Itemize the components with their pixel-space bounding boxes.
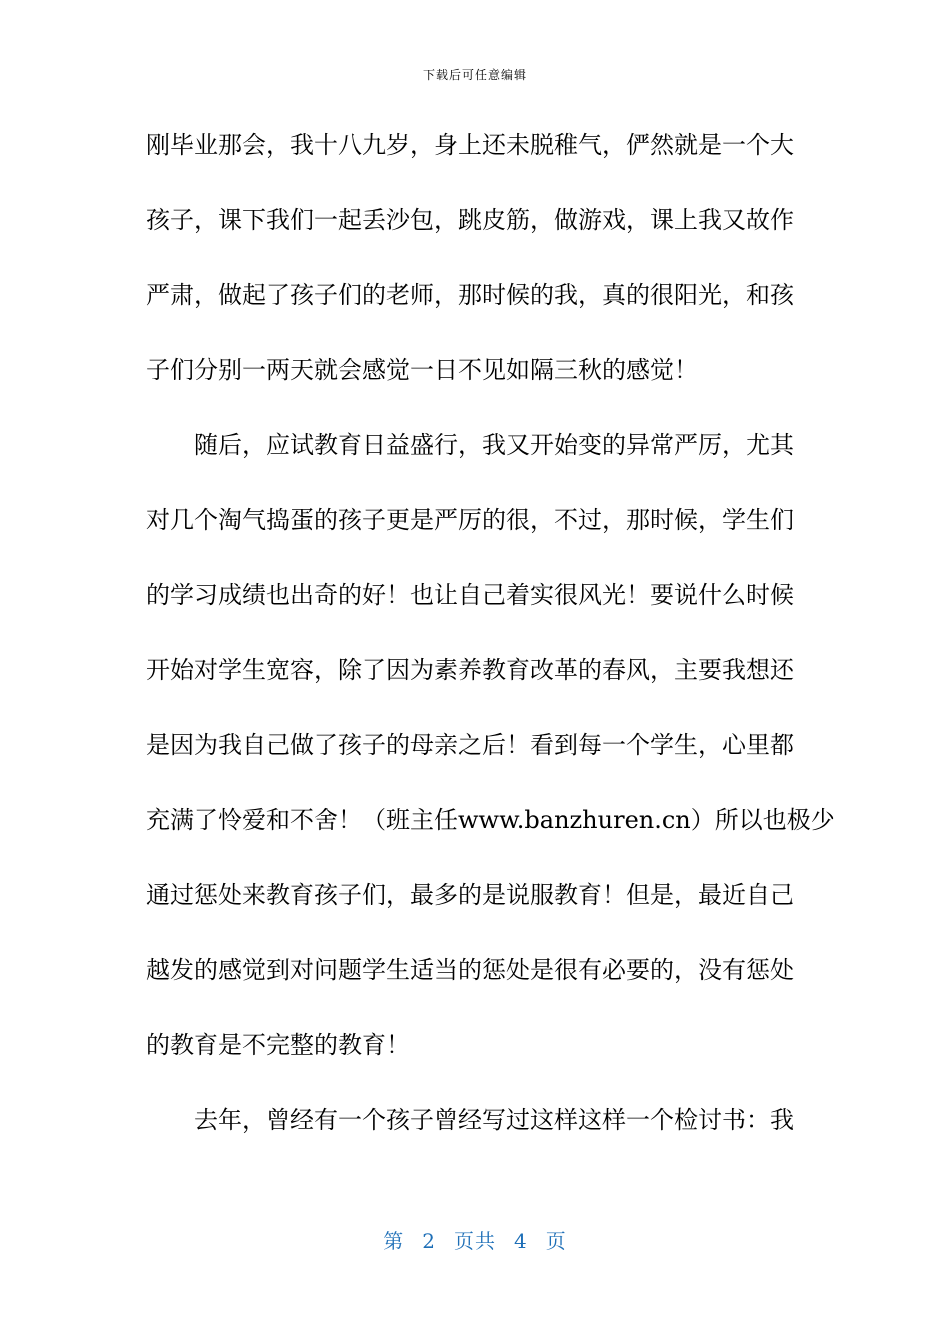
text-line: 越发的感觉到对问题学生适当的惩处是很有必要的，没有惩处	[146, 956, 794, 984]
text-line: 是因为我自己做了孩子的母亲之后！看到每一个学生，心里都	[146, 731, 794, 759]
footer-prefix: 第	[383, 1229, 405, 1253]
text-line: 开始对学生宽容，除了因为素养教育改革的春风，主要我想还	[146, 656, 794, 684]
text-line: 的教育是不完整的教育！	[146, 1031, 410, 1059]
text-line: 子们分别一两天就会感觉一日不见如隔三秋的感觉！	[146, 356, 698, 384]
total-pages-number: 4	[514, 1229, 528, 1253]
page-footer	[0, 1225, 950, 1254]
current-page-number: 2	[422, 1229, 436, 1253]
text-line: 刚毕业那会，我十八九岁，身上还未脱稚气，俨然就是一个大	[146, 131, 794, 159]
text-line: 严肃，做起了孩子们的老师，那时候的我，真的很阳光，和孩	[146, 281, 794, 309]
footer-middle: 页共	[454, 1229, 496, 1253]
footer-suffix: 页	[545, 1229, 567, 1253]
text-line: 去年，曾经有一个孩子曾经写过这样这样一个检讨书：我	[194, 1106, 794, 1134]
text-line: 充满了怜爱和不舍！（班主任www.banzhuren.cn）所以也极少	[146, 806, 835, 834]
text-line: 通过惩处来教育孩子们，最多的是说服教育！但是，最近自己	[146, 881, 794, 909]
header-note: 下载后可任意编辑	[422, 68, 527, 82]
text-line: 随后，应试教育日益盛行，我又开始变的异常严厉，尤其	[194, 431, 794, 459]
text-line: 对几个淘气捣蛋的孩子更是严厉的很，不过，那时候，学生们	[146, 506, 794, 534]
text-line: 孩子，课下我们一起丢沙包，跳皮筋，做游戏，课上我又故作	[146, 206, 794, 234]
text-line: 的学习成绩也出奇的好！也让自己着实很风光！要说什么时候	[146, 581, 794, 609]
